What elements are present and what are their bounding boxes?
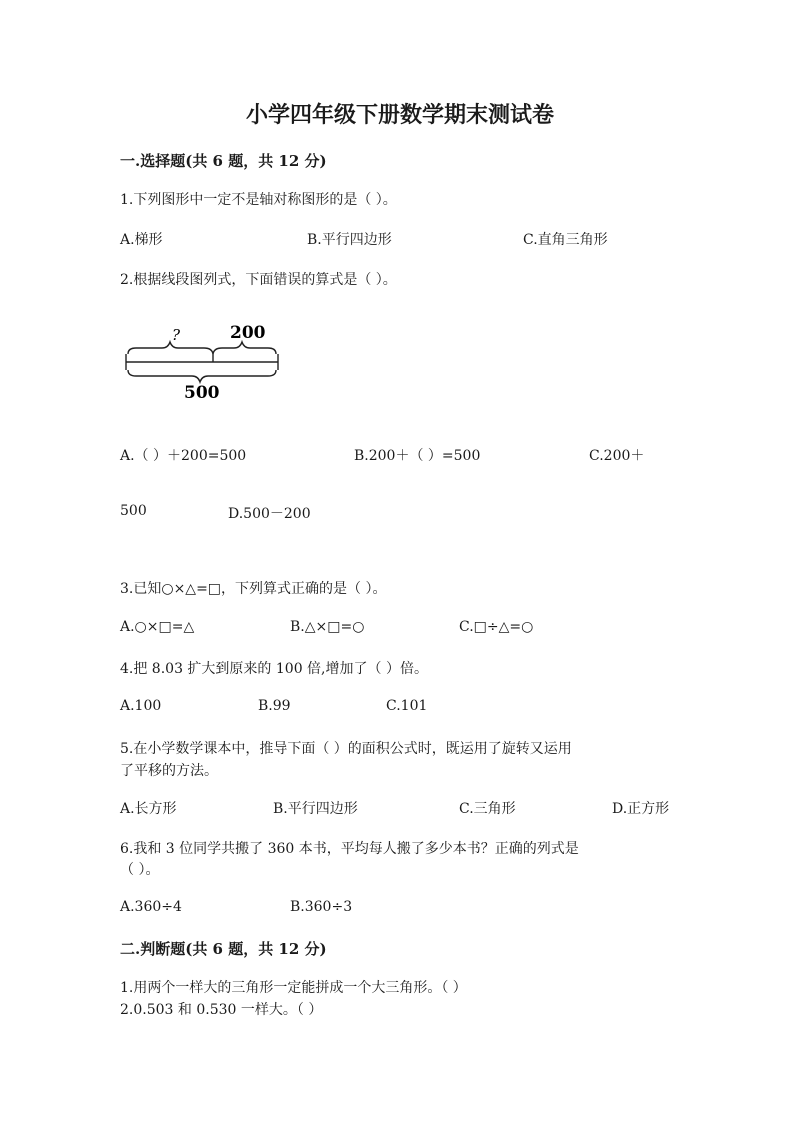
question-6-stem-line-2: （ ）。 — [120, 862, 160, 878]
question-4-stem: 4.把 8.03 扩大到原来的 100 倍,增加了（ ）倍。 — [120, 661, 428, 677]
question-2-option-c: C.200＋ — [589, 448, 645, 464]
question-3-stem: 3.已知○×△=□，下列算式正确的是（ ）。 — [120, 581, 387, 597]
unknown-part-brace — [128, 342, 213, 354]
question-5-option-d: D.正方形 — [612, 801, 670, 817]
question-2-option-a: A.（ ）＋200=500 — [120, 448, 247, 464]
question-1-option-c: C.直角三角形 — [523, 232, 608, 248]
question-4-option-b: B.99 — [258, 698, 291, 714]
question-5-option-b: B.平行四边形 — [273, 801, 358, 817]
question-5-stem-line-2: 了平移的方法。 — [120, 763, 218, 779]
section-heading-choice: 一.选择题(共 6 题，共 12 分) — [120, 152, 327, 170]
true-false-item-1: 1.用两个一样大的三角形一定能拼成一个大三角形。（ ） — [120, 980, 467, 996]
page-title: 小学四年级下册数学期末测试卷 — [245, 102, 554, 128]
diagram-part-label: 200 — [230, 323, 266, 343]
question-4-option-a: A.100 — [120, 698, 162, 714]
question-6-option-a: A.360÷4 — [120, 899, 182, 915]
question-5-stem-line-1: 5.在小学数学课本中，推导下面（ ）的面积公式时，既运用了旋转又运用 — [120, 741, 572, 757]
question-4-option-c: C.101 — [386, 698, 428, 714]
question-1-stem: 1.下列图形中一定不是轴对称图形的是（ ）。 — [120, 192, 397, 208]
known-part-brace — [213, 342, 276, 354]
diagram-unknown-label: ? — [172, 326, 181, 344]
question-6-option-b: B.360÷3 — [290, 899, 353, 915]
question-2-option-c-continued: 500 — [120, 503, 147, 519]
question-6-stem-line-1: 6.我和 3 位同学共搬了 360 本书，平均每人搬了多少本书？正确的列式是 — [120, 841, 579, 857]
question-1-option-a: A.梯形 — [120, 232, 163, 248]
total-brace — [128, 370, 276, 382]
question-3-option-b: B.△×□=○ — [290, 619, 365, 635]
question-2-option-d: D.500－200 — [228, 506, 311, 522]
question-5-option-c: C.三角形 — [459, 801, 516, 817]
line-segment-diagram — [118, 318, 288, 406]
section-heading-true-false: 二.判断题(共 6 题，共 12 分) — [120, 940, 327, 958]
true-false-item-2: 2.0.503 和 0.530 一样大。（ ） — [120, 1002, 323, 1018]
question-3-option-a: A.○×□=△ — [120, 619, 195, 635]
diagram-total-label: 500 — [184, 383, 220, 403]
question-2-option-b: B.200＋（ ）=500 — [354, 448, 481, 464]
question-5-option-a: A.长方形 — [120, 801, 177, 817]
question-1-option-b: B.平行四边形 — [307, 232, 392, 248]
question-3-option-c: C.□÷△=○ — [459, 619, 534, 635]
question-2-stem: 2.根据线段图列式，下面错误的算式是（ ）。 — [120, 272, 397, 288]
